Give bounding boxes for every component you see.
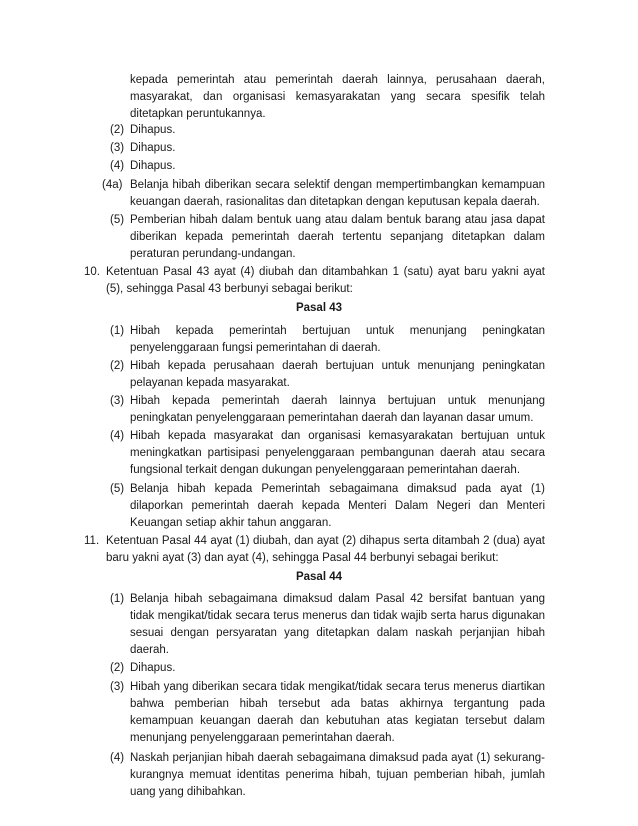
- point-number: 11.: [84, 535, 100, 547]
- item-label: (5): [110, 214, 125, 226]
- pasal-44-item-3: [100, 679, 545, 747]
- item-text: Belanja hibah sebagaimana dimaksud dalam Pasal 42 bersifat bantuan yang tidak mengikat/tidak secara terus menerus dan tidak wajib serta harus digunakan sesuai dengan persyaratan yang ditetapkan dalam naskah perjanjian hibah daerah.: [130, 593, 545, 656]
- item-top-3: [100, 140, 545, 157]
- item-label: (4a): [102, 179, 123, 191]
- item-text: Belanja hibah diberikan secara selektif dengan mempertimbangkan kemampuan keuangan daerah, rasionalitas dan ditetapkan dengan keputusan kepala daerah.: [130, 179, 545, 208]
- item-label: (3): [110, 681, 125, 693]
- item-label: (4): [110, 430, 125, 442]
- pasal-43-item-3: [100, 393, 545, 427]
- item-text: Hibah kepada masyarakat dan organisasi kemasyarakatan bertujuan untuk meningkatkan partisipasi penyelenggaraan pembangunan daerah atau secara fungsional terkait dengan dukungan penyelenggaraan pemerintahan daerah.: [130, 430, 545, 476]
- item-label: (1): [110, 593, 125, 605]
- item-label: (2): [110, 124, 125, 136]
- point-10: [84, 264, 545, 298]
- point-text: Ketentuan Pasal 43 ayat (4) diubah dan ditambahkan 1 (satu) ayat baru yakni ayat (5), sehingga Pasal 43 berbunyi sebagai berikut:: [106, 266, 545, 295]
- continuation-paragraph: [130, 72, 545, 123]
- pasal-44-item-1: [100, 591, 545, 659]
- item-label: (4): [110, 752, 125, 764]
- item-label: (2): [110, 360, 125, 372]
- item-text: Hibah kepada perusahaan daerah bertujuan untuk menunjang peningkatan pelayanan kepada masyarakat.: [130, 360, 545, 389]
- item-label: (2): [110, 662, 125, 674]
- item-top-4: [100, 158, 545, 175]
- point-text: Ketentuan Pasal 44 ayat (1) diubah, dan ayat (2) dihapus serta ditambah 2 (dua) ayat baru yakni ayat (3) dan ayat (4), sehingga Pasal 44 berbunyi sebagai berikut:: [106, 535, 545, 564]
- pasal-43-title: Pasal 43: [295, 302, 343, 314]
- pasal-44-item-2: [100, 660, 545, 677]
- item-label: (1): [110, 325, 125, 337]
- item-text: Dihapus.: [130, 124, 176, 136]
- pasal-43-item-5: [100, 481, 545, 532]
- item-label: (3): [110, 142, 125, 154]
- item-text: Dihapus.: [130, 142, 176, 154]
- point-11: [84, 533, 545, 567]
- pasal-44-title: Pasal 44: [295, 571, 343, 583]
- pasal-43-item-1: [100, 323, 545, 357]
- pasal-43-item-4: [100, 428, 545, 479]
- item-label: (5): [110, 483, 125, 495]
- item-text: Hibah kepada pemerintah daerah lainnya bertujuan untuk menunjang peningkatan penyelenggaraan pemerintahan daerah dan layanan dasar umum.: [130, 395, 545, 424]
- pasal-43-item-2: [100, 358, 545, 392]
- item-text: Hibah yang diberikan secara tidak mengikat/tidak secara terus menerus diartikan bahwa pemberian hibah tersebut ada batas akhirnya tergantung pada kemampuan keuangan daerah dan kebutuhan atas kegiatan tersebut dalam menunjang penyelenggaraan pemerintahan daerah.: [130, 681, 545, 744]
- item-text: Pemberian hibah dalam bentuk uang atau dalam bentuk barang atau jasa dapat diberikan kepada pemerintah daerah tertentu sepanjang ditetapkan dalam peraturan perundang-undangan.: [130, 214, 545, 260]
- item-text: Naskah perjanjian hibah daerah sebagaimana dimaksud pada ayat (1) sekurang-kurangnya memuat identitas penerima hibah, tujuan pemberian hibah, jumlah uang yang dihibahkan.: [130, 752, 545, 798]
- item-top-4a: [100, 177, 545, 211]
- pasal-44-item-4: [100, 750, 545, 801]
- item-text: Dihapus.: [130, 662, 176, 674]
- item-top-2: [100, 122, 545, 139]
- item-text: Belanja hibah kepada Pemerintah sebagaimana dimaksud pada ayat (1) dilaporkan pemerintah daerah kepada Menteri Dalam Negeri dan Menteri Keuangan setiap akhir tahun anggaran.: [130, 483, 545, 529]
- item-top-5: [100, 212, 545, 263]
- item-label: (3): [110, 395, 125, 407]
- item-label: (4): [110, 160, 125, 172]
- point-number: 10.: [84, 266, 100, 278]
- item-text: Hibah kepada pemerintah bertujuan untuk menunjang peningkatan penyelenggaraan fungsi pemerintahan di daerah.: [130, 325, 545, 354]
- continuation-text: kepada pemerintah atau pemerintah daerah lainnya, perusahaan daerah, masyarakat, dan organisasi kemasyarakatan yang secara spesifik telah ditetapkan peruntukannya.: [130, 74, 545, 120]
- item-text: Dihapus.: [130, 160, 176, 172]
